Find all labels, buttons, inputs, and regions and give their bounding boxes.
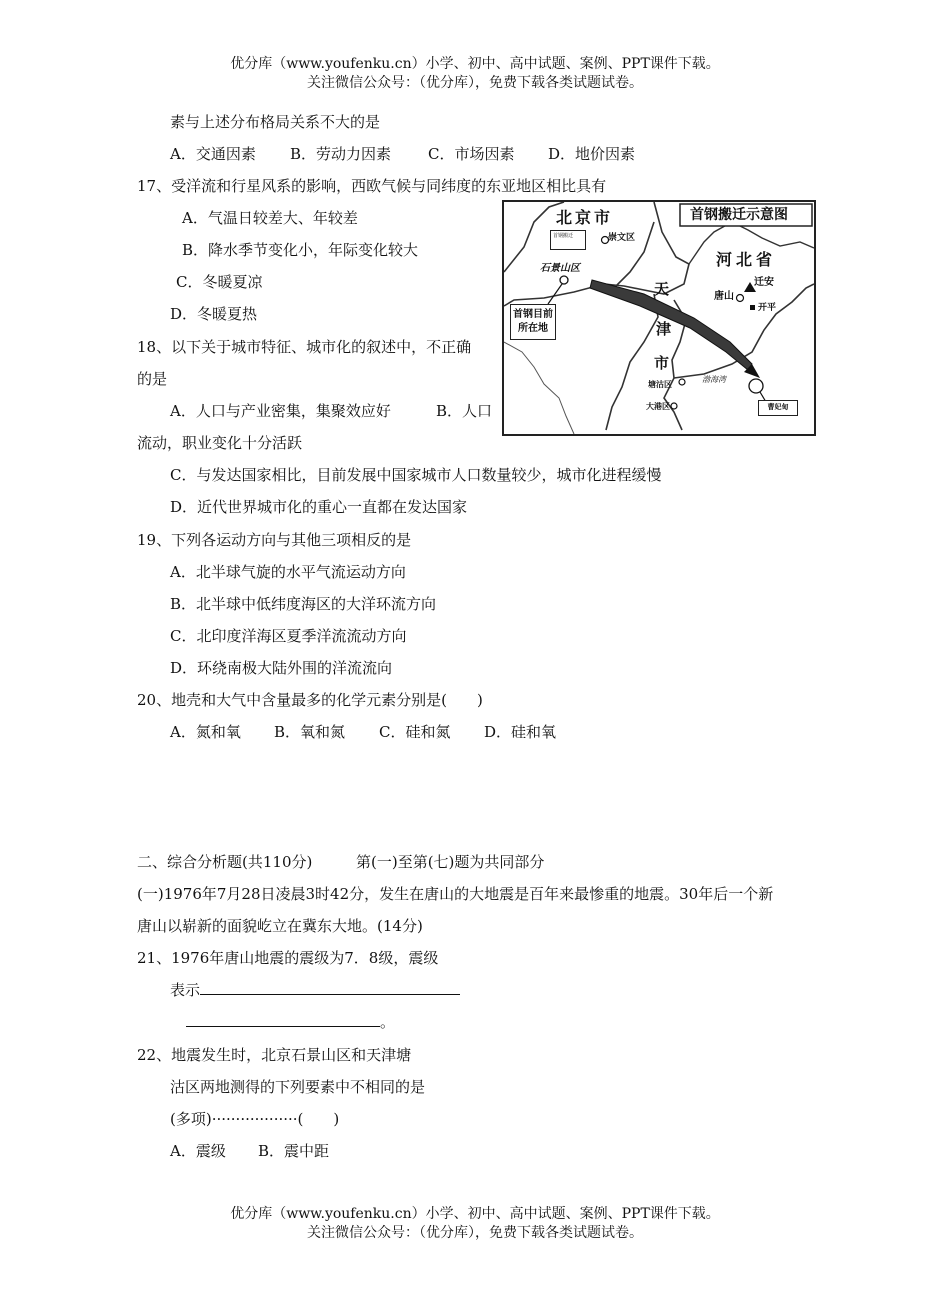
q16-option-d: D．地价因素 <box>548 145 636 163</box>
q18-stem-2: 的是 <box>137 370 168 388</box>
q19-option-a: A．北半球气旋的水平气流运动方向 <box>170 563 406 581</box>
map-label-tianjin-3: 市 <box>654 354 670 372</box>
map-label-chongwen: 崇文区 <box>608 233 636 243</box>
map-label-hebei: 河北省 <box>716 250 777 269</box>
q18-option-c: C．与发达国家相比，目前发展中国家城市人口数量较少，城市化进程缓慢 <box>170 466 662 484</box>
q19-option-c: C．北印度洋海区夏季洋流流动方向 <box>170 627 407 645</box>
q16-option-b: B．劳动力因素 <box>290 145 392 163</box>
footer-line-2: 关注微信公众号：（优分库），免费下载各类试题试卷。 <box>307 1225 643 1241</box>
footer-line-1: 优分库（www.youfenku.cn）小学、初中、高中试题、案例、PPT课件下载。 <box>230 1206 720 1222</box>
shijingshan-marker <box>560 276 568 284</box>
shougang-callout-line-1: 首钢目前 <box>513 309 553 320</box>
q16-option-a: A．交通因素 <box>170 145 256 163</box>
section2-note: 第(一)至第(七)题为共同部分 <box>356 853 545 871</box>
q20-option-c: C．硅和氮 <box>379 723 451 741</box>
map-label-bohai: 渤海湾 <box>702 375 726 384</box>
q18-option-d: D．近代世界城市化的重心一直都在发达国家 <box>170 498 468 516</box>
shougang-relocation-map <box>502 200 816 436</box>
section2-title: 二、综合分析题(共110分) <box>137 853 313 871</box>
q19-option-b: B．北半球中低纬度海区的大洋环流方向 <box>170 595 437 613</box>
q21-answer-line-2 <box>186 1012 395 1032</box>
q17-option-c: C．冬暖夏凉 <box>176 273 263 291</box>
map-label-tanggu: 塘沽区 <box>648 379 672 389</box>
section2-intro-1: (一)1976年7月28日凌晨3时42分，发生在唐山的大地震是百年来最惨重的地震。30年后一个新 <box>137 885 774 903</box>
dagang-marker <box>671 403 677 409</box>
q16-option-c: C．市场因素 <box>428 145 515 163</box>
shougang-callout-line-2: 所在地 <box>518 323 548 334</box>
q22-stem-2: 沽区两地测得的下列要素中不相同的是 <box>170 1078 426 1096</box>
q17-option-b: B．降水季节变化小，年际变化较大 <box>182 241 419 259</box>
q20-option-b: B．氧和氮 <box>274 723 346 741</box>
header-line-2: 关注微信公众号：（优分库），免费下载各类试题试卷。 <box>307 75 643 91</box>
q20-option-a: A．氮和氧 <box>170 723 241 741</box>
q22-option-b: B．震中距 <box>258 1142 330 1160</box>
q18-stem-1: 18、以下关于城市特征、城市化的叙述中，不正确 <box>137 338 472 356</box>
q18-option-b-part1: B．人口 <box>436 402 493 420</box>
shougang-callout-box <box>510 304 556 340</box>
q21-blank-1[interactable] <box>200 980 460 995</box>
q21-end: 。 <box>380 1013 396 1031</box>
caofeidian-marker <box>749 379 763 393</box>
map-label-dagang: 大港区 <box>646 401 670 411</box>
q21-label: 表示 <box>170 981 201 999</box>
q21-stem: 21、1976年唐山地震的震级为7．8级，震级 <box>137 949 439 967</box>
q22-stem-1: 22、地震发生时，北京石景山区和天津塘 <box>137 1046 412 1064</box>
q17-stem: 17、受洋流和行星风系的影响，西欧气候与同纬度的东亚地区相比具有 <box>137 177 607 195</box>
map-label-qianan: 迁安 <box>754 277 774 288</box>
section2-intro-2: 唐山以崭新的面貌屹立在冀东大地。(14分) <box>137 917 423 935</box>
map-label-caofeidian: 曹妃甸 <box>767 402 789 411</box>
q20-stem: 20、地壳和大气中含量最多的化学元素分别是( ) <box>137 691 483 709</box>
q17-option-d: D．冬暖夏热 <box>170 305 258 323</box>
q20-option-d: D．硅和氧 <box>484 723 557 741</box>
map-label-caofeidian-box <box>758 400 798 416</box>
left-coast <box>504 342 574 434</box>
map-label-shijingshan: 石景山区 <box>540 263 580 274</box>
shougang-callout-line <box>548 284 562 304</box>
map-small-label-box <box>550 230 586 250</box>
map-small-label: 首钢搬迁 <box>553 233 574 239</box>
q21-blank-2[interactable] <box>186 1012 380 1027</box>
q18-option-b-part2: 流动，职业变化十分活跃 <box>137 434 303 452</box>
q19-option-d: D．环绕南极大陆外围的洋流流向 <box>170 659 393 677</box>
q18-option-a: A．人口与产业密集，集聚效应好 <box>170 402 391 420</box>
tanggu-marker <box>679 379 685 385</box>
q17-option-a: A．气温日较差大、年较差 <box>182 209 358 227</box>
q19-stem: 19、下列各运动方向与其他三项相反的是 <box>137 531 412 549</box>
map-title: 首钢搬迁示意图 <box>690 207 788 223</box>
q21-answer-line-1 <box>170 980 460 1000</box>
q22-stem-3: (多项)··················( ) <box>170 1110 340 1128</box>
header-line-1: 优分库（www.youfenku.cn）小学、初中、高中试题、案例、PPT课件下载。 <box>230 56 720 72</box>
map-label-tianjin-2: 津 <box>656 320 672 338</box>
map-label-beijing: 北京市 <box>556 208 614 227</box>
q22-option-a: A．震级 <box>170 1142 226 1160</box>
tangshan-marker <box>737 295 744 302</box>
q16-continuation: 素与上述分布格局关系不大的是 <box>170 113 381 131</box>
kaiping-marker <box>750 305 755 310</box>
map-label-kaiping: 开平 <box>758 303 777 313</box>
map-label-tianjin-1: 天 <box>654 280 670 298</box>
map-label-tangshan: 唐山 <box>714 291 734 302</box>
